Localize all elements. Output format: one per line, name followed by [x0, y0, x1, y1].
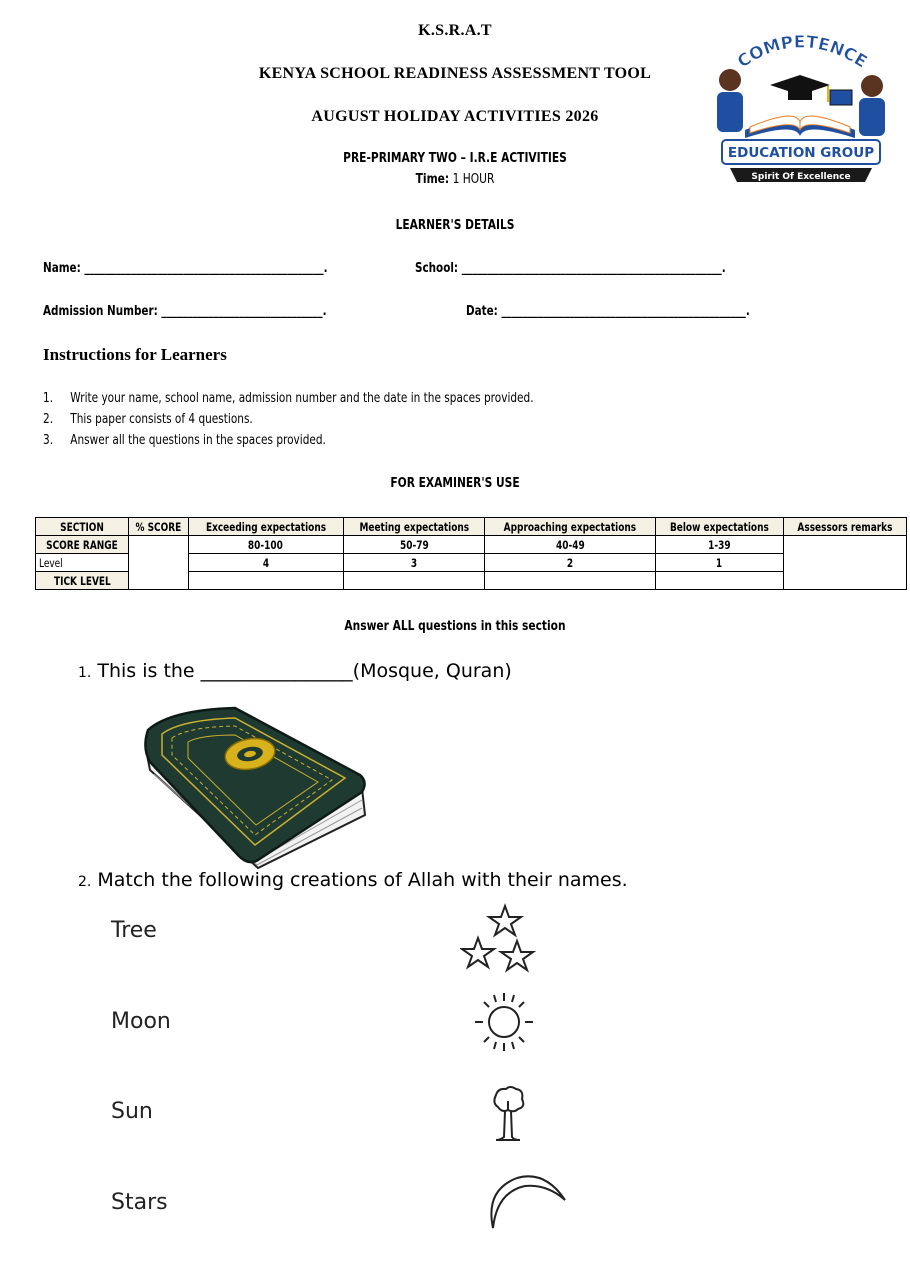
moon-icon: [487, 1170, 569, 1232]
question-number: 1.: [78, 665, 92, 681]
match-name-tree: Tree: [111, 918, 157, 943]
time-value: 1 HOUR: [452, 172, 495, 187]
instruction-number: 2.: [43, 411, 54, 427]
col-below: Below expectations: [656, 518, 784, 536]
match-name-sun: Sun: [111, 1099, 153, 1124]
match-name-moon: Moon: [111, 1009, 171, 1034]
question-number: 2.: [78, 874, 92, 890]
school-row: School: __________________________________________________.: [415, 261, 726, 276]
examiner-heading: FOR EXAMINER'S USE: [390, 476, 520, 491]
instructions-heading: Instructions for Learners: [43, 345, 227, 364]
tick-below[interactable]: [656, 572, 784, 590]
learner-details-heading: LEARNER'S DETAILS: [395, 218, 515, 233]
instruction-item: [43, 432, 326, 448]
date-row: Date: _______________________________________________.: [466, 304, 750, 319]
range-approaching: 40-49: [485, 536, 656, 554]
col-remarks: Assessors remarks: [783, 518, 906, 536]
level-below: 1: [656, 554, 784, 572]
admission-label: Admission Number:: [43, 304, 158, 319]
name-field[interactable]: ______________________________________________: [84, 261, 324, 276]
tick-meeting[interactable]: [343, 572, 485, 590]
admission-field[interactable]: _______________________________: [161, 304, 323, 319]
instruction-item: [43, 390, 534, 406]
date-label: Date:: [466, 304, 498, 319]
svg-text:COMPETENCE: COMPETENCE: [734, 32, 871, 73]
admission-row: Admission Number: _______________________________.: [43, 304, 327, 319]
question-text: This is the ________________(Mosque, Quran): [97, 660, 512, 682]
activity-title: AUGUST HOLIDAY ACTIVITIES 2026: [311, 108, 599, 125]
school-label: School:: [415, 261, 459, 276]
tree-icon: [488, 1085, 528, 1143]
col-score: % SCORE: [128, 518, 188, 536]
range-exceeding: 80-100: [188, 536, 343, 554]
name-row: Name: ______________________________________________.: [43, 261, 328, 276]
col-exceeding: Exceeding expectations: [188, 518, 343, 536]
level-approaching: 2: [485, 554, 656, 572]
col-meeting: Meeting expectations: [343, 518, 485, 536]
col-approaching: Approaching expectations: [485, 518, 656, 536]
score-range-label: SCORE RANGE: [36, 536, 129, 554]
sun-icon: [472, 990, 536, 1054]
instruction-text: Answer all the questions in the spaces provided.: [70, 432, 326, 448]
logo-graphic: [700, 30, 895, 190]
instruction-text: This paper consists of 4 questions.: [70, 411, 253, 427]
level-label: Level: [36, 554, 129, 572]
instruction-item: [43, 411, 253, 427]
tick-level-label: TICK LEVEL: [36, 572, 129, 590]
examiner-table: [35, 517, 907, 590]
remarks-cell[interactable]: [783, 536, 906, 590]
table-header-row: [36, 518, 907, 536]
question-1: [78, 660, 512, 682]
tick-approaching[interactable]: [485, 572, 656, 590]
name-label: Name:: [43, 261, 81, 276]
stars-icon: [460, 903, 540, 978]
svg-text:Spirit Of Excellence: Spirit Of Excellence: [751, 172, 851, 182]
match-name-stars: Stars: [111, 1190, 168, 1215]
level-exceeding: 4: [188, 554, 343, 572]
instruction-number: 1.: [43, 390, 54, 406]
range-meeting: 50-79: [343, 536, 485, 554]
question-text: Match the following creations of Allah with their names.: [97, 869, 628, 891]
date-field[interactable]: _______________________________________________: [501, 304, 746, 319]
competence-logo: [700, 30, 895, 190]
level-meeting: 3: [343, 554, 485, 572]
instruction-number: 3.: [43, 432, 54, 448]
tick-exceeding[interactable]: [188, 572, 343, 590]
time-label: Time:: [415, 172, 450, 187]
table-row: [36, 536, 907, 554]
svg-text:EDUCATION GROUP: EDUCATION GROUP: [727, 145, 875, 161]
score-cell[interactable]: [128, 536, 188, 590]
question-2: [78, 869, 628, 891]
col-section: SECTION: [36, 518, 129, 536]
instruction-text: Write your name, school name, admission number and the date in the spaces provided.: [70, 390, 534, 406]
org-short-title: K.S.R.A.T: [418, 22, 492, 39]
org-full-title: KENYA SCHOOL READINESS ASSESSMENT TOOL: [258, 65, 652, 82]
subject-title: PRE-PRIMARY TWO – I.R.E ACTIVITIES: [343, 151, 567, 166]
school-field[interactable]: __________________________________________________: [461, 261, 722, 276]
section-instruction: Answer ALL questions in this section: [344, 619, 566, 634]
range-below: 1-39: [656, 536, 784, 554]
quran-book-image: [140, 700, 375, 870]
